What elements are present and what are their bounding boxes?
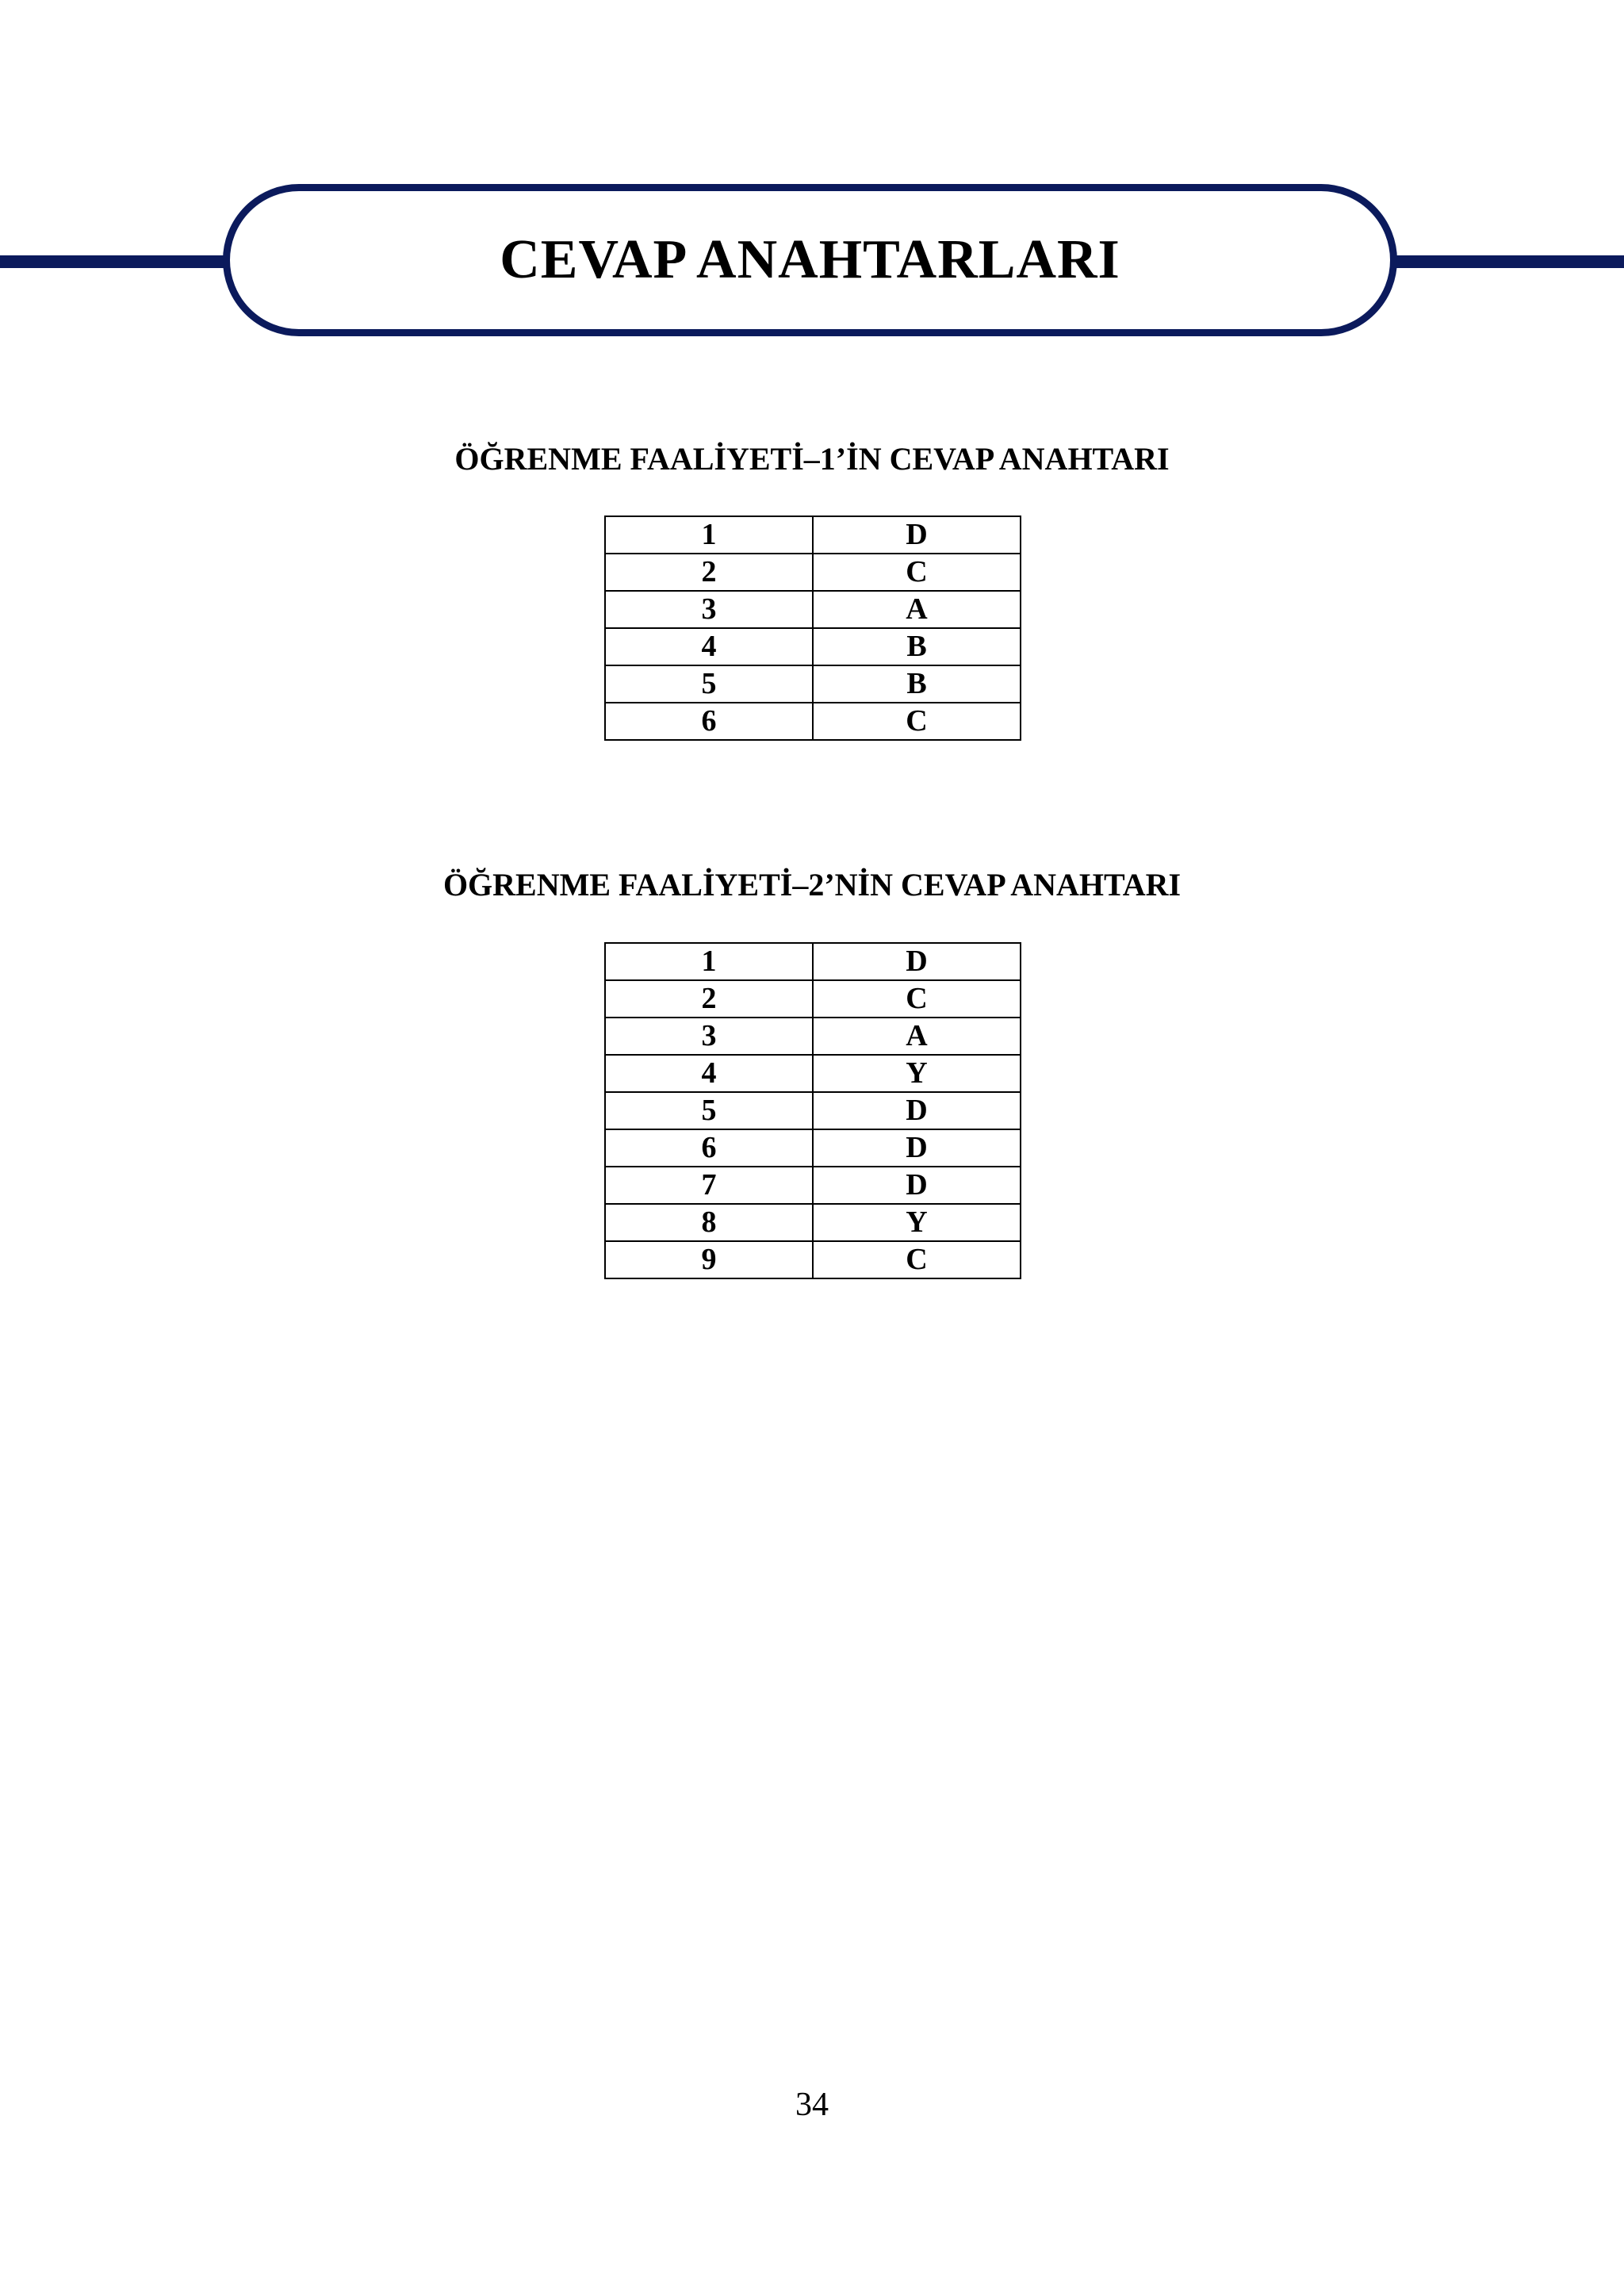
table-row — [605, 1167, 1021, 1204]
question-number: 7 — [605, 1167, 813, 1204]
answer-cell: Y — [813, 1055, 1021, 1092]
answer-cell: A — [813, 1018, 1021, 1055]
table-row — [605, 591, 1021, 628]
table-row — [605, 1241, 1021, 1278]
question-number: 8 — [605, 1204, 813, 1241]
answer-cell: D — [813, 1167, 1021, 1204]
question-number: 2 — [605, 980, 813, 1018]
answer-cell: C — [813, 980, 1021, 1018]
answer-cell: C — [813, 1241, 1021, 1278]
answer-cell: C — [813, 703, 1021, 740]
question-number: 1 — [605, 516, 813, 554]
question-number: 3 — [605, 1018, 813, 1055]
page-title: CEVAP ANAHTARLARI — [500, 229, 1120, 290]
answer-cell: D — [813, 516, 1021, 554]
section-heading-2: ÖĞRENME FAALİYETİ–2’NİN CEVAP ANAHTARI — [442, 867, 1182, 903]
question-number: 5 — [605, 1092, 813, 1129]
table-row — [605, 1092, 1021, 1129]
table-row — [605, 703, 1021, 740]
section-heading-1: ÖĞRENME FAALİYETİ–1’İN CEVAP ANAHTARI — [454, 441, 1170, 477]
table-row — [605, 554, 1021, 591]
banner-line-left — [0, 255, 230, 268]
table-row — [605, 516, 1021, 554]
question-number: 3 — [605, 591, 813, 628]
table-row — [605, 1129, 1021, 1167]
table-row — [605, 1018, 1021, 1055]
answer-cell: Y — [813, 1204, 1021, 1241]
table-row — [605, 1204, 1021, 1241]
question-number: 2 — [605, 554, 813, 591]
question-number: 4 — [605, 1055, 813, 1092]
question-number: 9 — [605, 1241, 813, 1278]
answer-cell: B — [813, 628, 1021, 665]
table-row — [605, 1055, 1021, 1092]
page-number: 34 — [795, 2087, 829, 2123]
title-banner — [223, 184, 1397, 336]
answer-cell: B — [813, 665, 1021, 703]
answer-cell: D — [813, 1092, 1021, 1129]
question-number: 4 — [605, 628, 813, 665]
answer-cell: C — [813, 554, 1021, 591]
banner-line-right — [1394, 255, 1624, 268]
question-number: 1 — [605, 943, 813, 980]
question-number: 6 — [605, 1129, 813, 1167]
answer-table-1 — [604, 516, 1021, 741]
question-number: 5 — [605, 665, 813, 703]
answer-cell: A — [813, 591, 1021, 628]
table-row — [605, 628, 1021, 665]
answer-cell: D — [813, 1129, 1021, 1167]
answer-cell: D — [813, 943, 1021, 980]
table-row — [605, 665, 1021, 703]
table-row — [605, 980, 1021, 1018]
question-number: 6 — [605, 703, 813, 740]
table-row — [605, 943, 1021, 980]
answer-table-2 — [604, 942, 1021, 1279]
